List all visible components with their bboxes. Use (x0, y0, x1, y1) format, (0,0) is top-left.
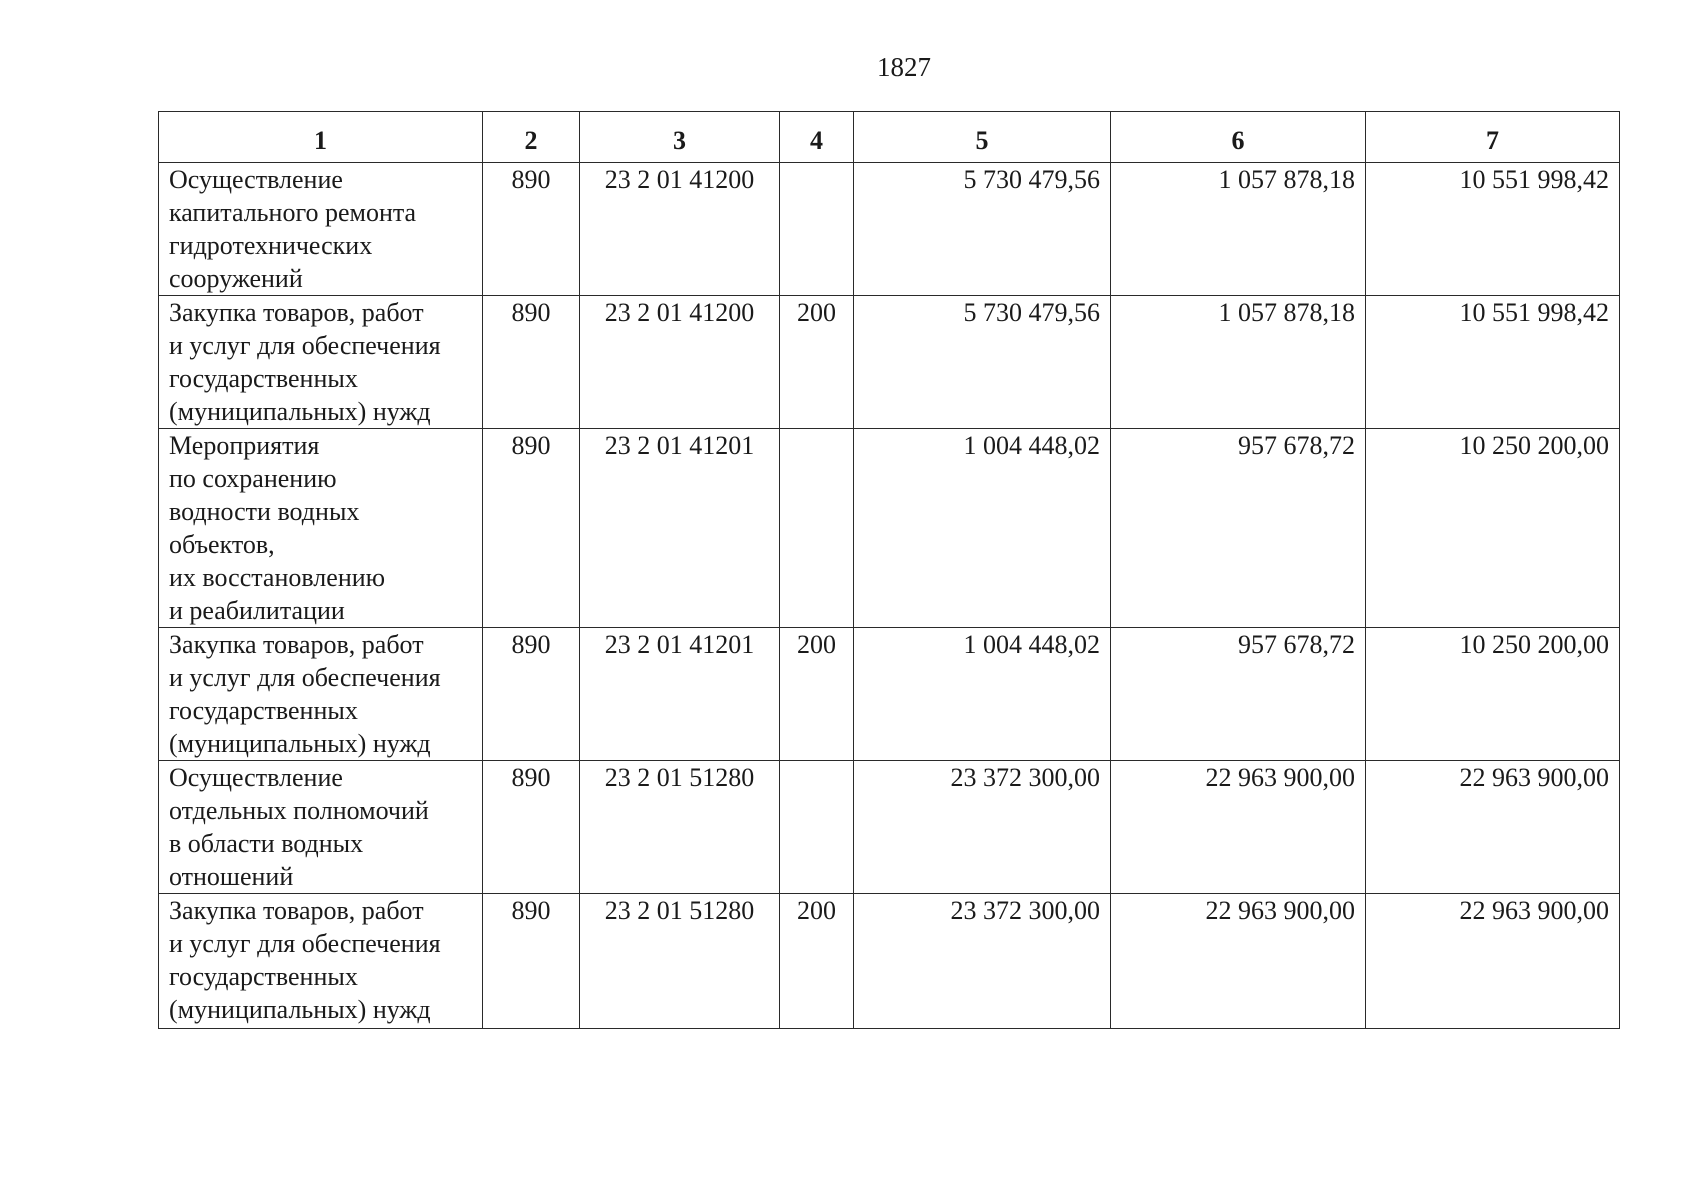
row-col3: 23 2 01 41200 (580, 296, 780, 429)
row-name: Мероприятия по сохранению водности водных объектов, их восстановлению и реабилитации (159, 429, 483, 628)
row-name: Осуществление отдельных полномочий в области водных отношений (159, 761, 483, 894)
row-col2: 890 (483, 296, 580, 429)
budget-table (158, 111, 1620, 1029)
column-header-3: 3 (580, 112, 780, 163)
row-col4 (780, 429, 854, 628)
row-col7: 10 551 998,42 (1366, 163, 1620, 296)
row-col5: 1 004 448,02 (854, 429, 1111, 628)
table-row (159, 429, 1620, 628)
table-row (159, 894, 1620, 1029)
row-col2: 890 (483, 429, 580, 628)
table-row (159, 163, 1620, 296)
row-col5: 23 372 300,00 (854, 894, 1111, 1029)
row-col4: 200 (780, 296, 854, 429)
row-col3: 23 2 01 41200 (580, 163, 780, 296)
row-col4: 200 (780, 628, 854, 761)
row-name: Закупка товаров, работ и услуг для обеспечения государственных (муниципальных) нужд (159, 628, 483, 761)
row-name: Закупка товаров, работ и услуг для обеспечения государственных (муниципальных) нужд (159, 296, 483, 429)
column-header-4: 4 (780, 112, 854, 163)
row-col6: 957 678,72 (1111, 429, 1366, 628)
row-col6: 22 963 900,00 (1111, 894, 1366, 1029)
row-col4 (780, 761, 854, 894)
row-col2: 890 (483, 894, 580, 1029)
row-col3: 23 2 01 51280 (580, 894, 780, 1029)
row-col7: 10 250 200,00 (1366, 429, 1620, 628)
row-col6: 22 963 900,00 (1111, 761, 1366, 894)
row-col7: 22 963 900,00 (1366, 761, 1620, 894)
row-col2: 890 (483, 628, 580, 761)
column-header-5: 5 (854, 112, 1111, 163)
row-name: Закупка товаров, работ и услуг для обеспечения государственных (муниципальных) нужд (159, 894, 483, 1029)
header-row (159, 112, 1620, 163)
column-header-7: 7 (1366, 112, 1620, 163)
row-col6: 1 057 878,18 (1111, 296, 1366, 429)
row-col6: 957 678,72 (1111, 628, 1366, 761)
table-row (159, 761, 1620, 894)
column-header-1: 1 (159, 112, 483, 163)
row-col4: 200 (780, 894, 854, 1029)
row-col3: 23 2 01 41201 (580, 429, 780, 628)
row-name: Осуществление капитального ремонта гидротехнических сооружений (159, 163, 483, 296)
row-col5: 1 004 448,02 (854, 628, 1111, 761)
row-col7: 10 250 200,00 (1366, 628, 1620, 761)
column-header-2: 2 (483, 112, 580, 163)
page-number: 1827 (877, 52, 931, 82)
row-col3: 23 2 01 41201 (580, 628, 780, 761)
table-row (159, 628, 1620, 761)
row-col2: 890 (483, 163, 580, 296)
row-col4 (780, 163, 854, 296)
table-row (159, 296, 1620, 429)
row-col5: 5 730 479,56 (854, 296, 1111, 429)
row-col2: 890 (483, 761, 580, 894)
row-col6: 1 057 878,18 (1111, 163, 1366, 296)
row-col7: 10 551 998,42 (1366, 296, 1620, 429)
row-col3: 23 2 01 51280 (580, 761, 780, 894)
column-header-6: 6 (1111, 112, 1366, 163)
row-col7: 22 963 900,00 (1366, 894, 1620, 1029)
row-col5: 5 730 479,56 (854, 163, 1111, 296)
row-col5: 23 372 300,00 (854, 761, 1111, 894)
